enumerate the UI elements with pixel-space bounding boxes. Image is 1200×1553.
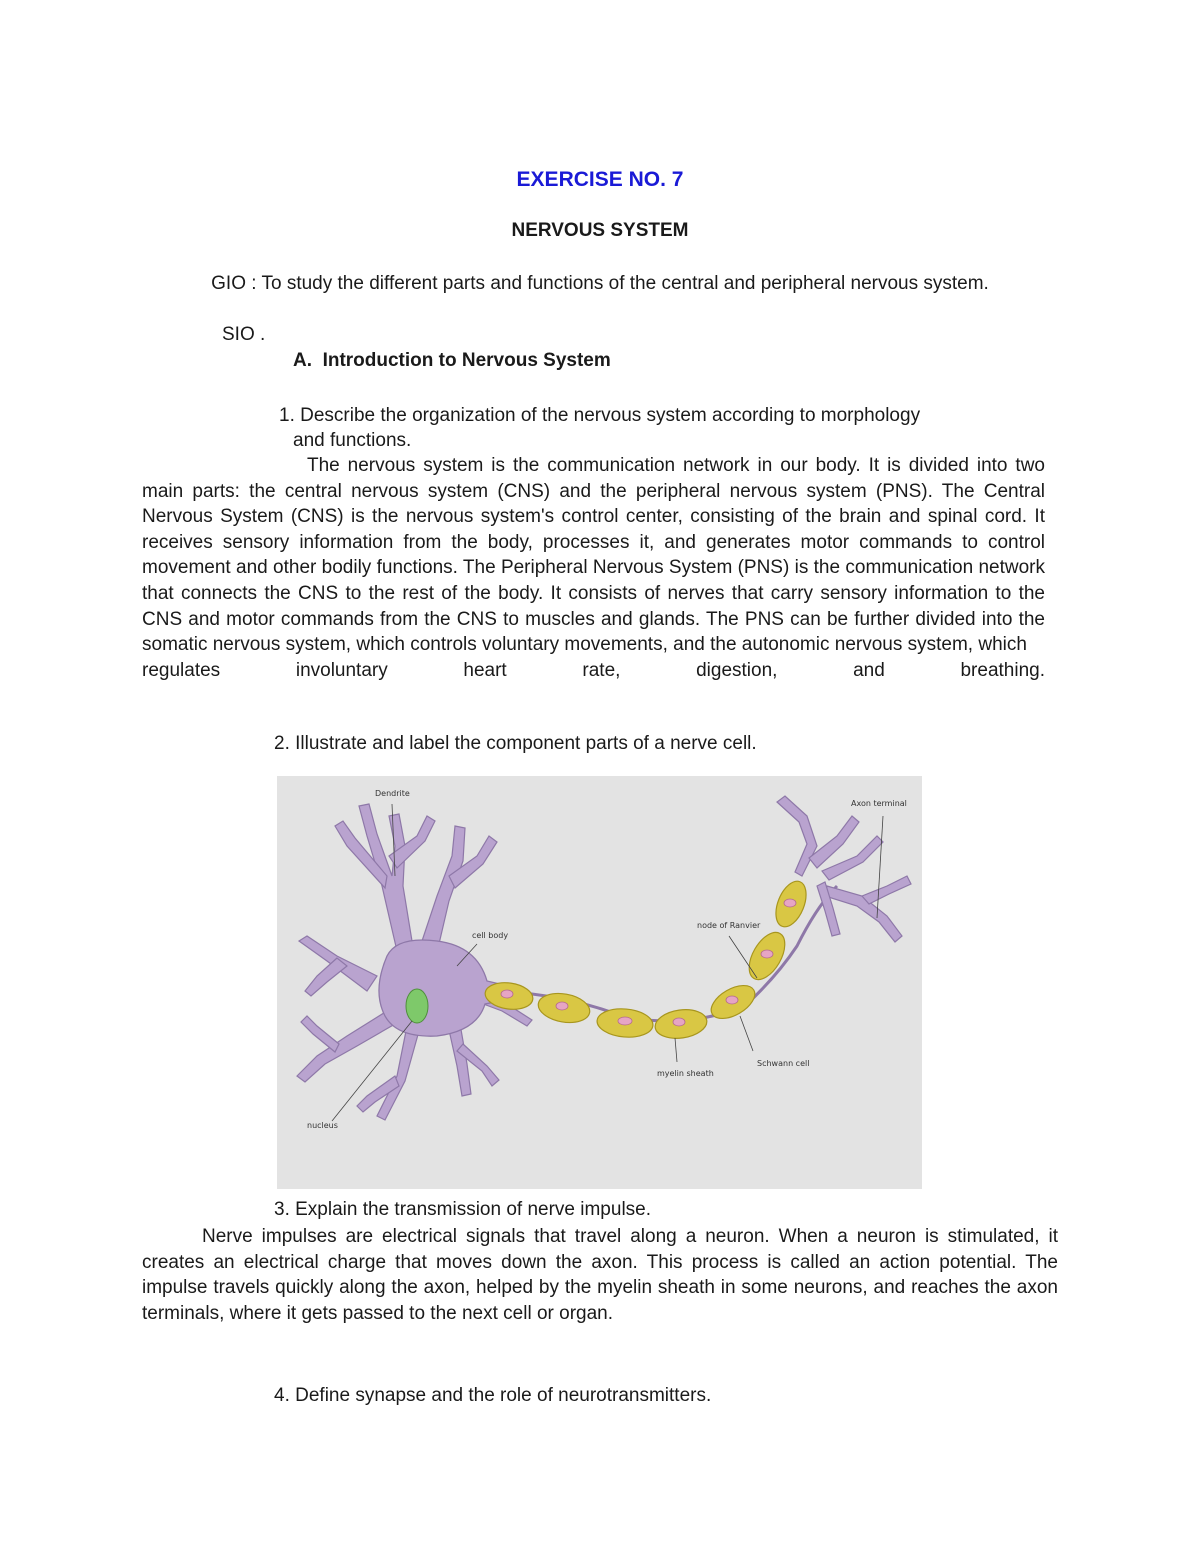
topic-title: NERVOUS SYSTEM [511, 220, 689, 241]
section-letter: A. [293, 350, 312, 371]
section-title: Introduction to Nervous System [322, 350, 611, 371]
answer-1-word: digestion, [696, 659, 778, 681]
answer-3-paragraph: Nerve impulses are electrical signals that travel along a neuron. When a neuron is stimulated, it creates an electrical charge that moves down the axon. This process is called an action potential. The impulse travels quickly along the axon, helped by the myelin sheath in some neurons, and reaches the axon terminals, where it gets passed to the next cell or organ. [142, 1226, 1058, 1324]
answer-1-body: The nervous system is the communication network in our body. It is divided into two main parts: the central nervous system (CNS) and the peripheral nervous system (PNS). The Central Nervous System (CNS) is the nervous system's control center, consisting of the brain and spinal cord. It receives sensory information from the body, processes it, and generates motor commands to control movement and other bodily functions. The Peripheral Nervous System (PNS) is the communication network that connects the CNS to the rest of the body. It consists of nerves that carry sensory information to the CNS and motor commands from the CNS to muscles and glands. The PNS can be further divided into the somatic nervous system, which controls voluntary movements, and the autonomic nervous system, which [142, 455, 1045, 656]
label-cell-body: cell body [472, 931, 509, 940]
sio-label: SIO . [222, 324, 266, 345]
question-1-line2: and functions. [293, 430, 412, 451]
gio-statement: GIO : To study the different parts and functions of the central and peripheral nervous system. [211, 273, 989, 294]
nucleus-shape [406, 989, 428, 1023]
label-dendrite: Dendrite [375, 789, 410, 798]
label-axon-terminal: Axon terminal [851, 799, 907, 808]
question-2: 2. Illustrate and label the component parts of a nerve cell. [274, 733, 757, 754]
exercise-title: EXERCISE NO. 7 [516, 168, 684, 191]
label-myelin: myelin sheath [657, 1069, 714, 1078]
label-nucleus: nucleus [307, 1121, 338, 1130]
answer-1-word: breathing. [960, 659, 1045, 681]
section-a-heading [293, 350, 611, 372]
nerve-cell-illustration [277, 776, 922, 1189]
answer-1-word: and [853, 659, 885, 681]
answer-1-word: rate, [582, 659, 621, 681]
answer-1-word: regulates [142, 659, 221, 681]
label-node: node of Ranvier [697, 921, 761, 930]
question-4: 4. Define synapse and the role of neurotransmitters. [274, 1385, 712, 1406]
neuron-drawing [277, 776, 922, 1189]
question-1 [279, 403, 920, 453]
answer-1-word: involuntary [295, 659, 388, 681]
question-3: 3. Explain the transmission of nerve impulse. [274, 1199, 652, 1220]
answer-1-last-line [142, 658, 1045, 684]
myelin-segments [483, 877, 812, 1042]
question-1-line1: 1. Describe the organization of the nervous system according to morphology [279, 405, 921, 426]
answer-1-paragraph [142, 453, 1045, 683]
answer-1-word: heart [463, 659, 507, 681]
label-schwann: Schwann cell [757, 1059, 810, 1068]
